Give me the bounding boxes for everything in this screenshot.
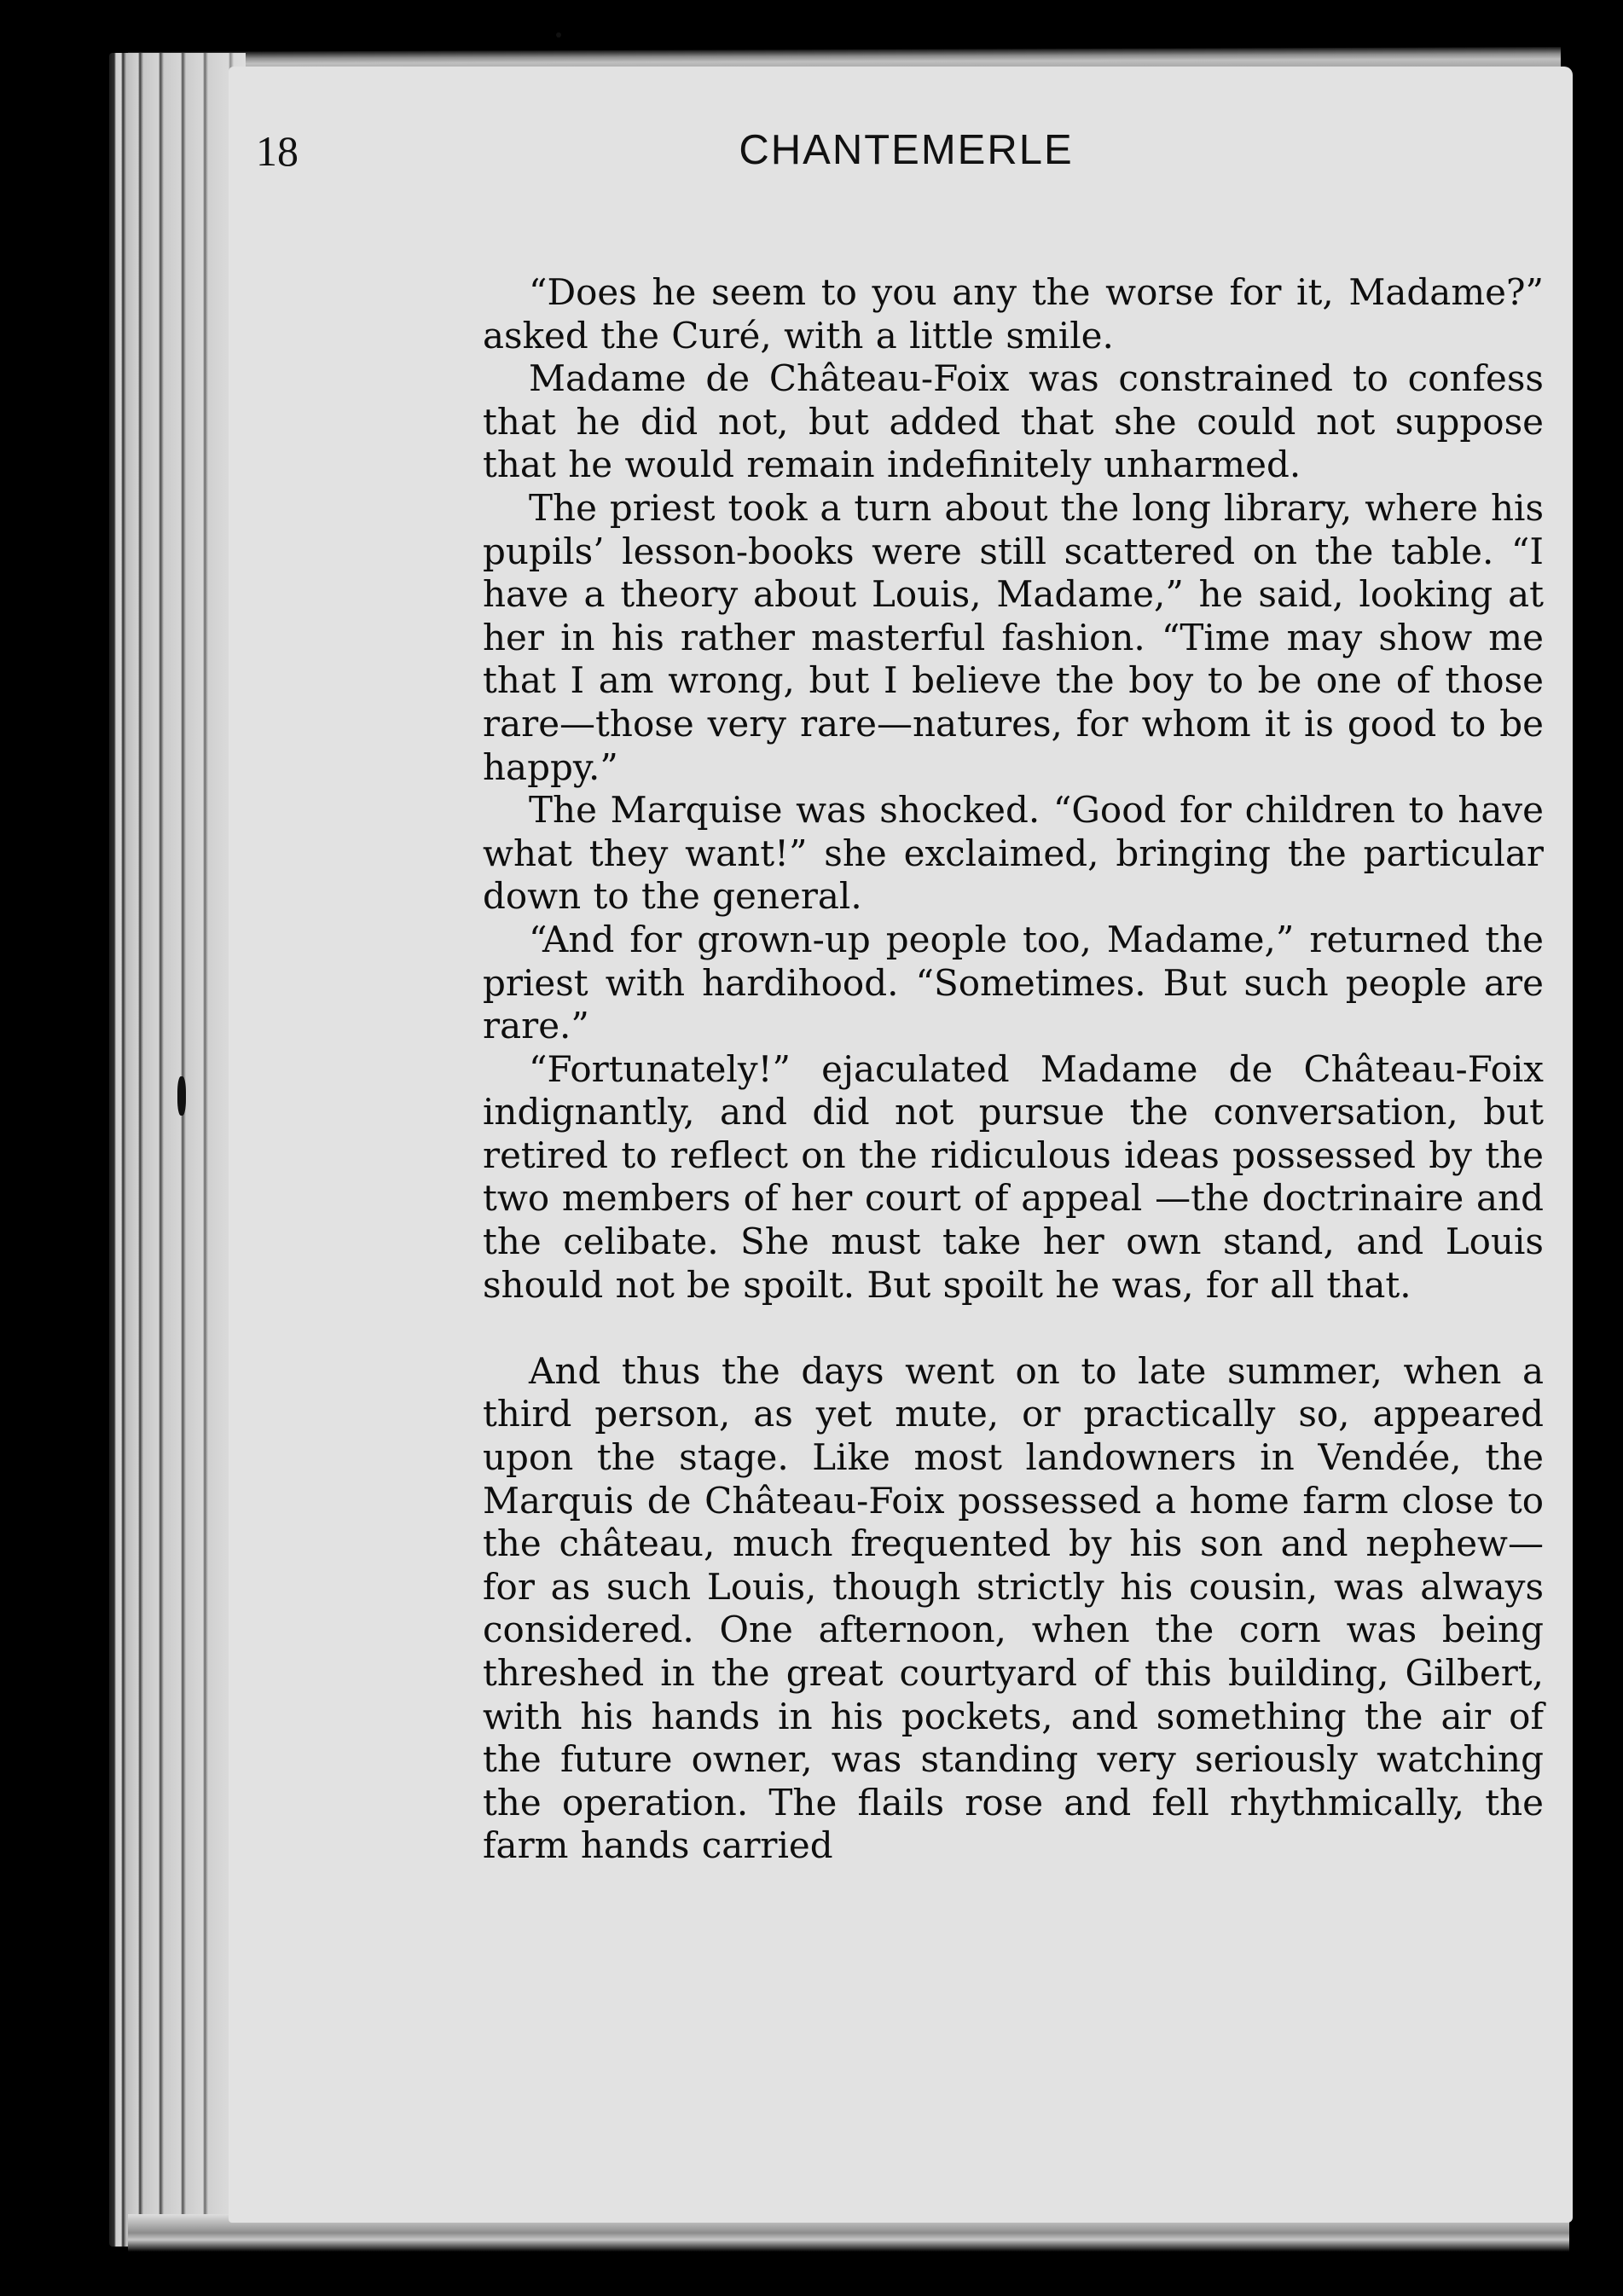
paragraph: And thus the days went on to late summer, when a third person, as yet mute, or practically so, appeared upon the stage. Like most landowners in Vendée, the Marquis de Château-Foix possessed a home farm close to the château, much frequented by his son and nephew—for as such Louis, though strictly his cousin, was always considered. One afternoon, when the corn was being threshed in the great courtyard of this building, Gilbert, with his hands in his pockets, and something the air of the future owner, was standing very seriously watching the operation. The flails rose and fell rhythmically, the farm hands carried (483, 1349, 1544, 1867)
paragraph: “And for grown-up people too, Madame,” returned the priest with hardihood. “Sometimes. But such people are rare.” (483, 918, 1544, 1047)
page-body-text (483, 271, 1544, 1868)
page-edges-left (109, 53, 246, 2247)
page-number: 18 (256, 127, 299, 175)
paragraph: “Does he seem to you any the worse for it, Madame?” asked the Curé, with a little smile. (483, 271, 1544, 357)
running-head: CHANTEMERLE (739, 127, 1074, 173)
paragraph: Madame de Château-Foix was constrained to confess that he did not, but added that she could not suppose that he would remain indefinitely unharmed. (483, 357, 1544, 486)
scan-speck (556, 32, 561, 38)
paragraph: The Marquise was shocked. “Good for children to have what they want!” she exclaimed, bringing the particular down to the general. (483, 789, 1544, 918)
page-header (256, 126, 1556, 186)
paragraph: “Fortunately!” ejaculated Madame de Château-Foix indignantly, and did not pursue the conversation, but retired to reflect on the ridiculous ideas possessed by the two members of her court of appeal —the doctrinaire and the celibate. She must take her own stand, and Louis should not be spoilt. But spoilt he was, for all that. (483, 1047, 1544, 1306)
paragraph: The priest took a turn about the long library, where his pupils’ lesson-books were still scattered on the table. “I have a theory about Louis, Madame,” he said, looking at her in his rather masterful fashion. “Time may show me that I am wrong, but I believe the boy to be one of those rare—those very rare—natures, for whom it is good to be happy.” (483, 486, 1544, 788)
scan-speck (177, 1076, 186, 1116)
